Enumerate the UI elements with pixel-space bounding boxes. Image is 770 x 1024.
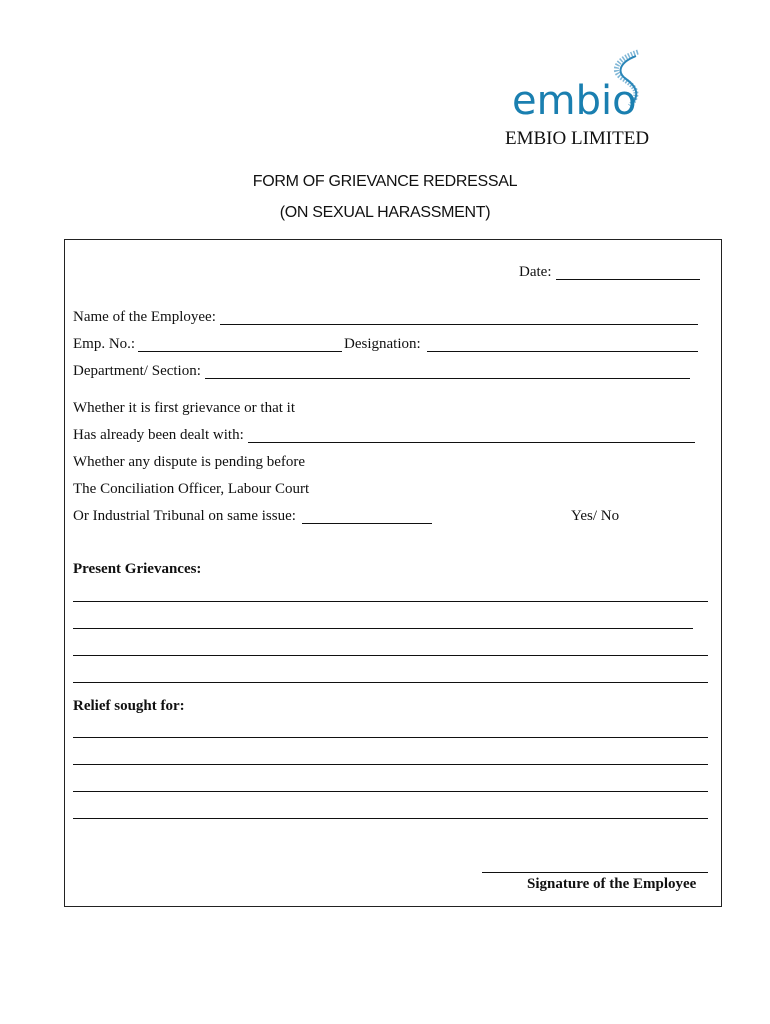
form-subtitle: (ON SEXUAL HARASSMENT): [279, 204, 491, 221]
relief-line[interactable]: [73, 818, 708, 819]
dispute-question-end: Or Industrial Tribunal on same issue:: [73, 508, 296, 524]
first-grievance-field[interactable]: [248, 442, 695, 443]
emp-no-label: Emp. No.:: [73, 336, 136, 352]
designation-label: Designation:: [344, 336, 421, 352]
date-label: Date:: [519, 264, 552, 280]
department-field[interactable]: [205, 378, 690, 379]
logo-wordmark: embio: [512, 78, 637, 122]
grievance-line[interactable]: [73, 628, 693, 629]
relief-line[interactable]: [73, 791, 708, 792]
embio-logo: [510, 48, 660, 122]
grievance-line[interactable]: [73, 682, 708, 683]
department-label: Department/ Section:: [73, 363, 201, 379]
yes-no-option[interactable]: Yes/ No: [571, 508, 620, 524]
first-grievance-question-cont: Has already been dealt with:: [73, 427, 244, 443]
company-name: EMBIO LIMITED: [505, 128, 650, 149]
dispute-question: Whether any dispute is pending before: [73, 454, 306, 470]
form-box: [64, 239, 722, 907]
employee-name-label: Name of the Employee:: [73, 309, 216, 325]
first-grievance-question: Whether it is first grievance or that it: [73, 400, 296, 416]
dispute-field[interactable]: [302, 523, 432, 524]
grievance-line[interactable]: [73, 601, 708, 602]
grievance-line[interactable]: [73, 655, 708, 656]
signature-line[interactable]: [482, 872, 708, 873]
dispute-question-cont: The Conciliation Officer, Labour Court: [73, 481, 310, 497]
signature-label: Signature of the Employee: [527, 876, 697, 892]
relief-line[interactable]: [73, 764, 708, 765]
form-title: FORM OF GRIEVANCE REDRESSAL: [252, 173, 518, 190]
present-grievances-label: Present Grievances:: [73, 561, 202, 577]
designation-field[interactable]: [427, 351, 698, 352]
relief-line[interactable]: [73, 737, 708, 738]
date-field[interactable]: [556, 279, 700, 280]
emp-no-field[interactable]: [138, 351, 342, 352]
relief-sought-label: Relief sought for:: [73, 698, 185, 714]
employee-name-field[interactable]: [220, 324, 698, 325]
